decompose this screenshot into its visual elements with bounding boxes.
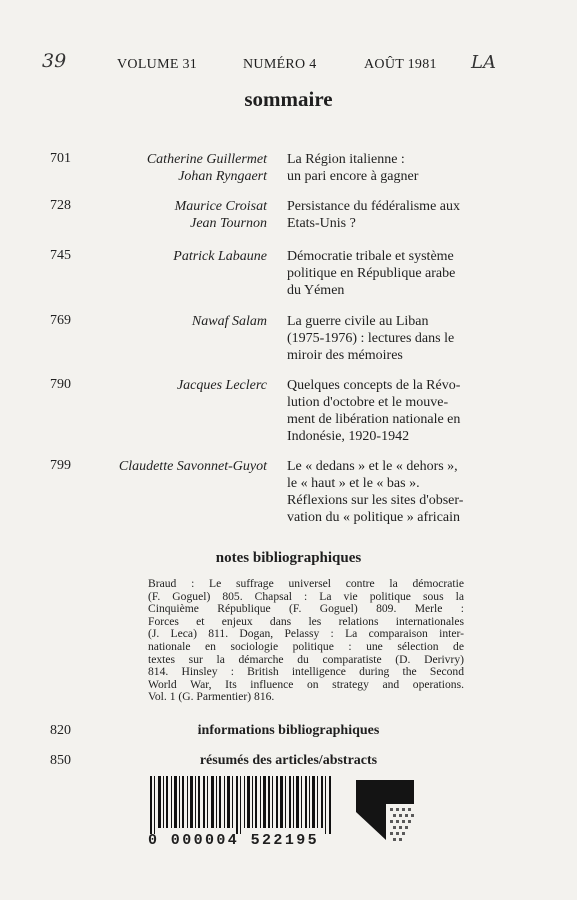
notes-line: 814. Hinsley : British intelligence during the Second bbox=[148, 665, 464, 679]
toc-author: Maurice Croisat bbox=[174, 199, 267, 214]
toc-article-title bbox=[287, 151, 531, 185]
toc-authors bbox=[147, 151, 267, 185]
toc-title-line: Démocratie tribale et système bbox=[287, 249, 454, 264]
toc-title-line: le « haut » et le « bas ». bbox=[287, 476, 420, 491]
toc-article-title bbox=[287, 198, 531, 232]
notes-line: Cinquième République (F. Goguel) 809. Merle : bbox=[148, 602, 464, 616]
toc-author: Catherine Guillermet bbox=[146, 152, 267, 167]
toc-page-number: 701 bbox=[50, 151, 71, 166]
section-page-number: 850 bbox=[50, 753, 71, 768]
section-page-number: 820 bbox=[50, 723, 71, 738]
section-informations: informations bibliographiques bbox=[197, 723, 380, 738]
toc-article-title bbox=[287, 313, 531, 364]
notes-heading: notes bibliographiques bbox=[215, 550, 362, 566]
toc-page-number: 790 bbox=[50, 377, 71, 392]
toc-title-line: lution d'octobre et le mouve- bbox=[287, 395, 449, 410]
toc-title-line: politique en République arabe bbox=[287, 266, 456, 281]
header-date: AOÛT 1981 bbox=[364, 57, 437, 72]
notes-line: Vol. 1 (G. Parmentier) 816. bbox=[148, 690, 275, 704]
toc-article-title bbox=[287, 377, 531, 445]
toc-title-line: Persistance du fédéralisme aux bbox=[287, 199, 460, 214]
toc-title-line: un pari encore à gagner bbox=[287, 169, 419, 184]
notes-line: (J. Leca) 811. Dogan, Pelassy : La comparaison inter- bbox=[148, 627, 464, 641]
barcode-number: 0 000004 522195 bbox=[148, 832, 320, 849]
toc-author: Nawaf Salam bbox=[191, 314, 267, 329]
toc-title-line: Réflexions sur les sites d'obser- bbox=[287, 493, 464, 508]
publisher-logo bbox=[350, 776, 420, 846]
toc-author: Claudette Savonnet-Guyot bbox=[118, 459, 267, 474]
header-number: NUMÉRO 4 bbox=[243, 57, 317, 72]
notes-body bbox=[148, 578, 464, 704]
toc-author: Johan Ryngaert bbox=[178, 169, 267, 184]
toc-author: Jean Tournon bbox=[190, 216, 267, 231]
toc-page-number: 728 bbox=[50, 198, 71, 213]
notes-line: nationale en sociologie politique : une sélection de bbox=[148, 639, 464, 653]
notes-line: (F. Goguel) 805. Chapsal : La vie politique sous la bbox=[148, 589, 464, 603]
toc-author: Patrick Labaune bbox=[173, 249, 267, 264]
toc-page-number: 799 bbox=[50, 458, 71, 473]
notes-line: Braud : Le suffrage universel contre la démocratie bbox=[148, 577, 464, 590]
toc-title-line: Le « dedans » et le « dehors », bbox=[287, 459, 458, 474]
toc-title-line: Quelques concepts de la Révo- bbox=[287, 378, 461, 393]
toc-title-line: miroir des mémoires bbox=[287, 348, 403, 363]
toc-title-line: Etats-Unis ? bbox=[287, 216, 356, 231]
toc-author: Jacques Leclerc bbox=[176, 378, 267, 393]
toc-article-title bbox=[287, 248, 531, 299]
notes-line: Forces et enjeux dans les relations internationales bbox=[148, 614, 464, 628]
toc-title-line: vation du « politique » africain bbox=[287, 510, 461, 525]
notes-line: textes sur la démarche du comparatiste (D. Derivry) bbox=[148, 652, 464, 666]
toc-page-number: 745 bbox=[50, 248, 71, 263]
toc-article-title bbox=[287, 458, 531, 526]
toc-authors bbox=[192, 313, 267, 330]
toc-authors bbox=[177, 377, 267, 394]
toc-title-line: du Yémen bbox=[287, 283, 345, 298]
toc-title-line: La guerre civile au Liban bbox=[287, 314, 429, 329]
barcode-bars bbox=[148, 776, 348, 834]
toc-authors bbox=[173, 248, 267, 265]
toc-title-line: (1975-1976) : lectures dans le bbox=[287, 331, 455, 346]
barcode bbox=[148, 776, 420, 852]
toc-authors bbox=[175, 198, 267, 232]
header-volume: VOLUME 31 bbox=[117, 57, 198, 72]
toc-title-line: ment de libération nationale en bbox=[287, 412, 461, 427]
toc-title-line: Indonésie, 1920-1942 bbox=[287, 429, 410, 444]
page-title: sommaire bbox=[244, 87, 333, 111]
toc-title-line: La Région italienne : bbox=[287, 152, 405, 167]
handwritten-mark-right: LA bbox=[471, 52, 496, 73]
notes-line: World War, Its influence on strategy and operations. bbox=[148, 677, 464, 691]
section-resumes: résumés des articles/abstracts bbox=[199, 753, 378, 768]
toc-page-number: 769 bbox=[50, 313, 71, 328]
toc-authors bbox=[119, 458, 267, 475]
handwritten-mark-left: 39 bbox=[42, 50, 67, 72]
